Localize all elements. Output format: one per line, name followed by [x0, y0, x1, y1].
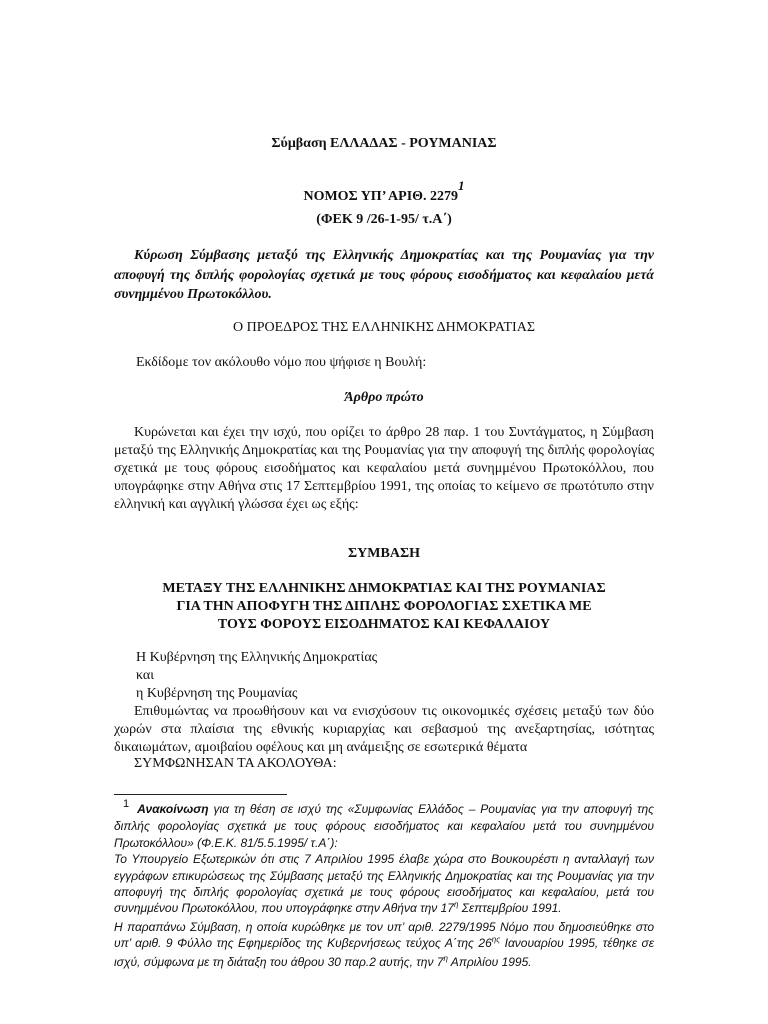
- article-text: Κυρώνεται και έχει την ισχύ, που ορίζει το άρθρο 28 παρ. 1 του Συντάγματος, η Σύμβαση μεταξύ της Ελληνικής Δημοκρατίας και της Ρουμανίας για την αποφυγή της διπλής φορολογίας σχετικά με τους φόρους εισοδήματος και κεφαλαίου μετά συνημμένου Πρωτοκόλλου, που υπογράφηκε στην Αθήνα στις 17 Σεπτεμβρίου 1991, της οποίας το κείμενο σε πρωτότυπο στην ελληνική και αγγλική γλώσσα έχει ως εξής:: [114, 425, 654, 512]
- footnote: [114, 798, 655, 972]
- footnote-paragraph-3: [114, 919, 654, 972]
- footnote-text-3c: Απριλίου 1995.: [447, 954, 532, 969]
- footnote-ordinal: η: [443, 953, 448, 963]
- footnote-separator: [114, 794, 287, 795]
- decree-line: Εκδίδομε τον ακόλουθο νόμο που ψήφισε η Βουλή:: [136, 355, 427, 370]
- footnote-reference[interactable]: 1: [458, 178, 465, 193]
- law-intro: Κύρωση Σύμβασης μεταξύ της Ελληνικής Δημοκρατίας και της Ρουμανίας για την αποφυγή της διπλής φορολογίας σχετικά με τους φόρους εισοδήματος και κεφαλαίου μετά συνημμένου Πρωτοκόλλου.: [114, 248, 654, 302]
- party-conjunction: και: [136, 668, 155, 683]
- law-number-text: ΝΟΜΟΣ ΥΠ’ ΑΡΙΘ. 2279: [303, 189, 459, 204]
- footnote-text-3a: Η παραπάνω Σύμβαση, η οποία κυρώθηκε με τον υπ’ αριθ. 2279/1995 Νόμο που δημοσιεύθηκε στο υπ’ αριθ. 9 Φύλλο της Εφημερίδος της Κυβερνήσεως τεύχος Α΄της 26: [114, 919, 654, 951]
- footnote-paragraph-2: [114, 851, 654, 919]
- footnote-text-2b: Σεπτεμβρίου 1991.: [458, 901, 562, 916]
- convention-title-line: ΓΙΑ ΤΗΝ ΑΠΟΦΥΓΗ ΤΗΣ ΔΙΠΛΗΣ ΦΟΡΟΛΟΓΙΑΣ ΣΧΕΤΙΚΑ ΜΕ: [176, 599, 592, 614]
- convention-title: [114, 580, 654, 634]
- footnote-label: Ανακοίνωση: [137, 802, 209, 816]
- convention-heading: ΣΥΜΒΑΣΗ: [348, 546, 420, 561]
- president-heading: Ο ΠΡΟΕΔΡΟΣ ΤΗΣ ΕΛΛΗΝΙΚΗΣ ΔΗΜΟΚΡΑΤΙΑΣ: [233, 320, 535, 335]
- footnote-ordinal: η: [453, 900, 459, 910]
- party-romania: η Κυβέρνηση της Ρουμανίας: [136, 686, 298, 701]
- convention-title-line: ΤΟΥΣ ΦΟΡΟΥΣ ΕΙΣΟΔΗΜΑΤΟΣ ΚΑΙ ΚΕΦΑΛΑΙΟΥ: [217, 617, 551, 632]
- party-greece: Η Κυβέρνηση της Ελληνικής Δημοκρατίας: [136, 650, 378, 665]
- footnote-text-2a: Το Υπουργείο Εξωτερικών ότι στις 7 Απριλίου 1995 έλαβε χώρα στο Βουκουρέστι η ανταλλαγή των εγγράφων επικυρώσεως της Σύμβασης μεταξύ της Ελληνικής Δημοκρατίας και της Ρουμανίας για την αποφυγή της διπλής φορολογίας σχετικά με τους φόρους εισοδήματος και κεφαλαίου, μετά του συνημμένου Πρωτοκόλλου, που υπογράφηκε στην Αθήνα την 17: [114, 852, 654, 916]
- law-number: [0, 178, 768, 205]
- convention-title-line: ΜΕΤΑΞΥ ΤΗΣ ΕΛΛΗΝΙΚΗΣ ΔΗΜΟΚΡΑΤΙΑΣ ΚΑΙ ΤΗΣ ΡΟΥΜΑΝΙΑΣ: [162, 581, 606, 596]
- article-heading: Άρθρο πρώτο: [344, 390, 424, 405]
- document-title: Σύμβαση ΕΛΛΑΔΑΣ - ΡΟΥΜΑΝΙΑΣ: [271, 136, 497, 151]
- agreed-line: ΣΥΜΦΩΝΗΣΑΝ ΤΑ ΑΚΟΛΟΥΘΑ:: [134, 756, 337, 771]
- footnote-text-1: για τη θέση σε ισχύ της «Συμφωνίας Ελλάδος – Ρουμανίας για την αποφυγή της διπλής φορολογίας σχετικά με τους φόρους εισοδήματος και κεφαλαίου μετά του συνημμένου Πρωτοκόλλου» (Φ.Ε.Κ. 81/5.5.1995/ τ.Α΄):: [114, 802, 655, 850]
- gazette-reference: (ΦΕΚ 9 /26-1-95/ τ.Α΄): [316, 212, 452, 227]
- footnote-paragraph-1: [114, 798, 655, 851]
- footnote-ordinal: ης: [491, 935, 501, 945]
- footnote-text-3b: Ιανουαρίου 1995, τέθηκε σε ισχύ, σύμφωνα με τη διάταξη του άθρου 30 παρ.2 αυτής, την 7: [114, 936, 655, 969]
- footnote-mark: 1: [123, 798, 130, 810]
- whereas-clause: Επιθυμώντας να προωθήσουν και να ενισχύσουν τις οικονομικές σχέσεις μεταξύ των δύο χωρών στα πλαίσια της εθνικής κυριαρχίας και σεβασμού της ανεξαρτησίας, ισότητας δικαιωμάτων, αμοιβαίου οφέλους και μη ανάμειξης σε εσωτερικά θέματα: [114, 704, 654, 755]
